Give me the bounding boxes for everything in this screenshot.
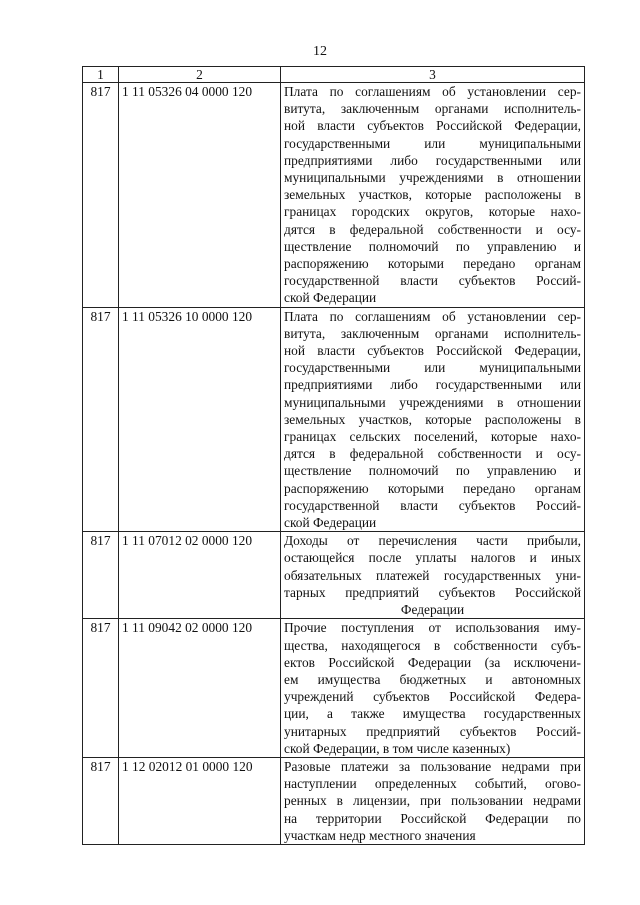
admin-code-cell: 817 [83,83,119,308]
description-line: ной власти субъектов Российской Федерации, [284,118,581,134]
description-line: ской Федерации [284,515,377,531]
admin-code-cell: 817 [83,307,119,532]
description-line: дятся в федеральной собственности и осу- [284,446,581,462]
page-number: 12 [313,44,327,59]
description-line: ществление полномочий по управлению и [284,463,581,479]
kbk-code-cell: 1 11 09042 02 0000 120 [119,619,281,758]
description-line: обязательных платежей государственных уни- [284,567,581,583]
description-line: Федерации [400,602,465,618]
description-line: муниципальными учреждениями в отношении [284,170,581,186]
description-line: витута, заключенным органами исполнитель- [284,325,581,341]
description-line: ем имущества бюджетных и автономных [284,671,581,687]
table-row [83,307,585,532]
description-cell [281,83,585,308]
column-header-3: 3 [281,67,585,83]
description-line: земельных участков, которые расположены в [284,411,581,427]
table-row [83,757,585,844]
kbk-code-cell: 1 11 05326 10 0000 120 [119,307,281,532]
description-line: ции, а также имущества государственных [284,706,581,722]
table-row [83,532,585,619]
description-line: распоряжению которыми передано органам [284,480,581,496]
kbk-code-cell: 1 11 05326 04 0000 120 [119,83,281,308]
description-line: границах городских округов, которые нахо- [284,204,581,220]
description-line: ской Федерации [284,290,377,306]
description-line: границах сельских поселений, которые нахо- [284,429,581,445]
description-line: земельных участков, которые расположены в [284,187,581,203]
admin-code-cell: 817 [83,757,119,844]
description-line: на территории Российской Федерации по [284,810,581,826]
description-line: витута, заключенным органами исполнитель- [284,101,581,117]
description-line: унитарных предприятий субъектов Россий- [284,723,581,739]
description-line: щества, находящегося в собственности субъ- [284,637,581,653]
description-line: муниципальными учреждениями в отношении [284,394,581,410]
kbk-code-cell: 1 11 07012 02 0000 120 [119,532,281,619]
description-line: дятся в федеральной собственности и осу- [284,221,581,237]
description-line: Плата по соглашениям об установлении сер- [284,84,581,99]
kbk-code-cell: 1 12 02012 01 0000 120 [119,757,281,844]
description-line: наступлении определенных событий, огово- [284,776,581,792]
description-line: государственными или муниципальными [284,360,581,376]
description-line: остающейся после уплаты налогов и иных [284,550,581,566]
description-line: распоряжению которыми передано органам [284,256,581,272]
description-line: государственными или муниципальными [284,135,581,151]
description-line: Плата по соглашениям об установлении сер- [284,308,581,324]
description-line: ществление полномочий по управлению и [284,238,581,254]
admin-code-cell: 817 [83,532,119,619]
description-line: учреждений субъектов Российской Федера- [284,689,581,705]
column-header-2: 2 [119,67,281,83]
description-cell [281,532,585,619]
description-line: государственной власти субъектов Россий- [284,273,581,289]
admin-code-cell: 817 [83,619,119,758]
description-line: Прочие поступления от использования иму- [284,620,581,636]
description-line: ренных в лицензии, при пользовании недрами [284,793,581,809]
budget-revenue-table [82,66,585,845]
table-header-row [83,67,585,83]
description-line: предприятиями либо государственными или [284,377,581,393]
table-row [83,83,585,308]
description-line: тарных предприятий субъектов Российской [284,584,581,600]
description-cell [281,619,585,758]
description-line: государственной власти субъектов Россий- [284,497,581,513]
table-row [83,619,585,758]
description-line: участкам недр местного значения [284,827,476,843]
description-line: предприятиями либо государственными или [284,152,581,168]
column-header-1: 1 [83,67,119,83]
description-cell [281,307,585,532]
description-cell [281,757,585,844]
description-line: ской Федерации, в том числе казенных) [284,740,511,756]
description-line: ной власти субъектов Российской Федерации, [284,343,581,359]
description-line: Доходы от перечисления части прибыли, [284,533,581,549]
description-line: ектов Российской Федерации (за исключени- [284,654,581,670]
description-line: Разовые платежи за пользование недрами при [284,758,581,774]
